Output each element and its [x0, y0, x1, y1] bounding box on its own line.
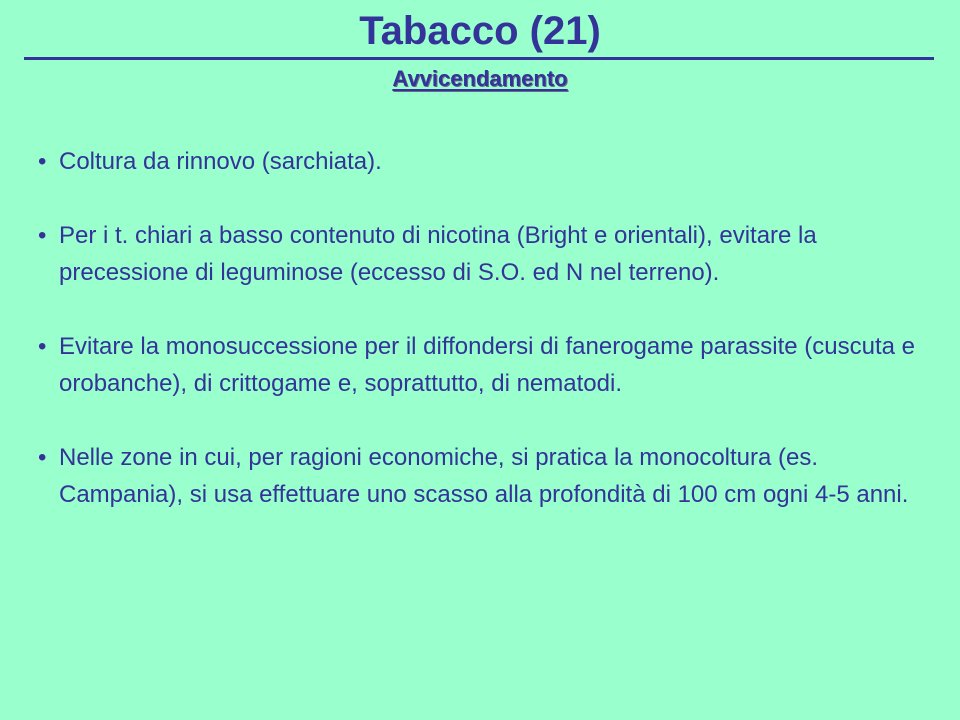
bullet-dot-icon: •: [38, 222, 47, 249]
bullet-text: Nelle zone in cui, per ragioni economiche, si pratica la monocoltura (es. Campania), si usa effettuare uno scasso alla profondità di 100 cm ogni 4-5 anni.: [59, 444, 909, 508]
bullet-item: [38, 439, 938, 513]
bullet-dot-icon: •: [38, 148, 47, 175]
bullet-dot-icon: •: [38, 333, 47, 360]
bullet-item: [38, 217, 938, 291]
bullet-list: [38, 143, 938, 513]
slide-subtitle: Avvicendamento: [392, 66, 568, 91]
bullet-item: [38, 143, 938, 180]
bullet-text: Per i t. chiari a basso contenuto di nicotina (Bright e orientali), evitare la precessione di leguminose (eccesso di S.O. ed N nel terreno).: [59, 222, 817, 286]
title-divider: [24, 57, 934, 60]
bullet-text: Evitare la monosuccessione per il diffondersi di fanerogame parassite (cuscuta e orobanche), di crittogame e, soprattutto, di nematodi.: [59, 333, 916, 397]
bullet-text: Coltura da rinnovo (sarchiata).: [59, 148, 382, 175]
bullet-item: [38, 328, 938, 402]
bullet-dot-icon: •: [38, 444, 47, 471]
slide-title: Tabacco (21): [359, 9, 601, 53]
